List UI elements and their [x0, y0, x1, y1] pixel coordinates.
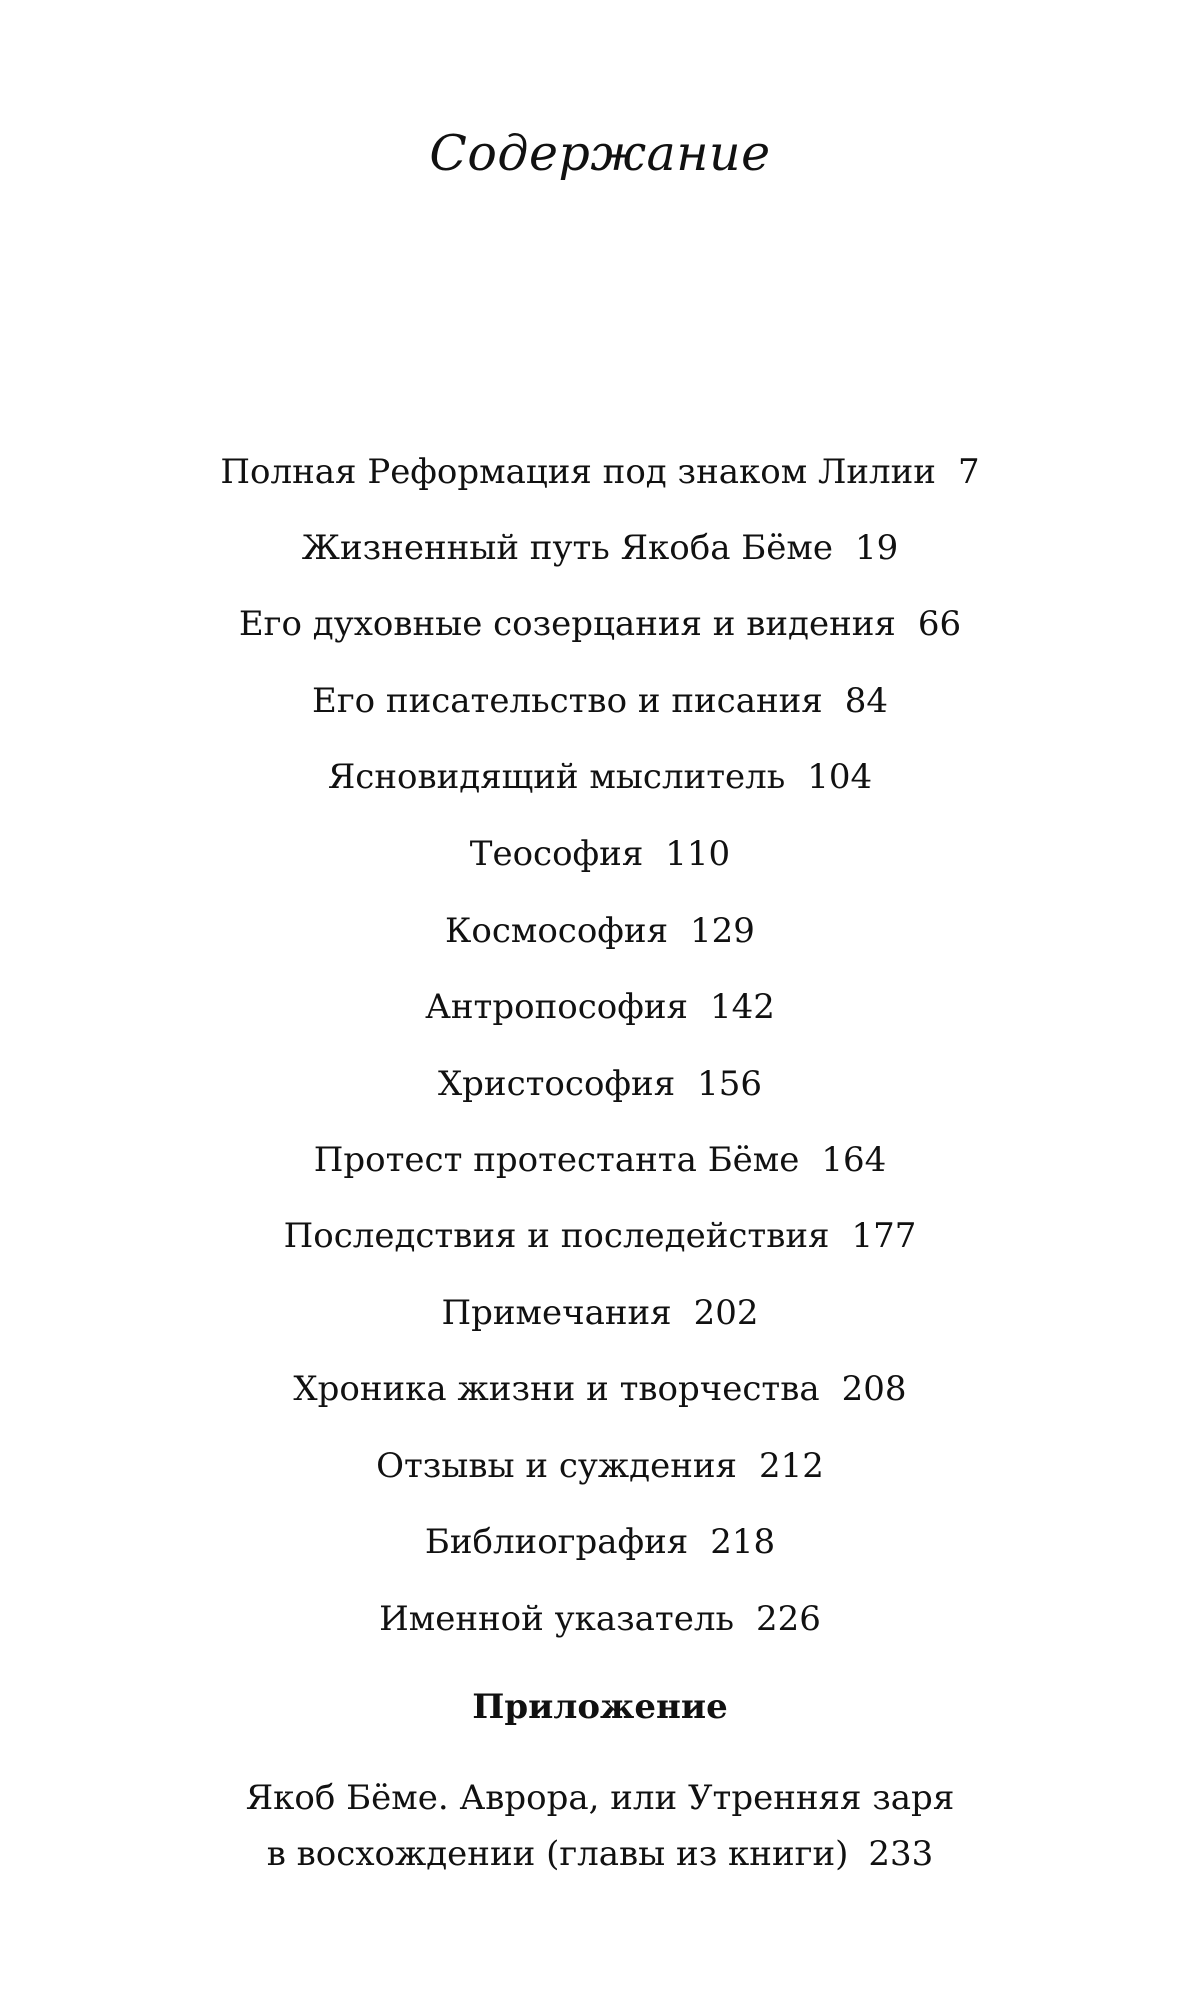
toc-entry-label: Жизненный путь Якоба Бёме — [301, 528, 833, 568]
toc-entry-page: 129 — [690, 911, 755, 951]
toc-entry-page: 226 — [755, 1599, 821, 1639]
toc-entry-label: Ясновидящий мыслитель — [327, 757, 786, 797]
toc-entry-page: 177 — [851, 1216, 917, 1256]
toc-entry — [0, 757, 1200, 797]
toc-entry — [0, 604, 1200, 644]
toc-entry-page: 19 — [854, 528, 899, 568]
toc-entry-label: Христософия — [437, 1064, 676, 1104]
toc-entry-label: Примечания — [441, 1293, 672, 1333]
toc-entry-page: 218 — [710, 1522, 776, 1562]
toc-entry — [0, 528, 1200, 568]
toc-entry-label: Последствия и последействия — [283, 1216, 830, 1256]
toc-entry-label: Полная Реформация под знаком Лилии — [220, 452, 936, 492]
toc-entry — [0, 1064, 1200, 1104]
toc-entry-label: Протест протестанта Бёме — [313, 1140, 800, 1180]
toc-entry-page: 164 — [821, 1140, 887, 1180]
toc-entry — [0, 1140, 1200, 1180]
toc-entry — [0, 452, 1200, 492]
toc-entry — [0, 1522, 1200, 1562]
toc-entry-label: Его духовные созерцания и видения — [238, 604, 896, 644]
appendix-heading: Приложение — [472, 1687, 728, 1727]
toc-entry — [0, 1293, 1200, 1333]
toc-entry-label: Космософия — [445, 911, 669, 951]
toc-entry-page: 208 — [841, 1369, 907, 1409]
toc-entry-page: 110 — [665, 834, 731, 874]
appendix-entry-line-2 — [0, 1826, 1200, 1882]
appendix-entry-line-1: Якоб Бёме. Аврора, или Утренняя заря — [245, 1778, 955, 1818]
toc-entry-page: 66 — [917, 604, 962, 644]
toc-entry-page: 156 — [697, 1064, 763, 1104]
toc-entry — [0, 1599, 1200, 1639]
toc-entry — [0, 1369, 1200, 1409]
toc-entry-page: 104 — [807, 757, 873, 797]
toc-entry-label: Антропософия — [425, 987, 688, 1027]
appendix-entry-label: в восхождении (главы из книги) — [266, 1834, 849, 1874]
toc-entry-label: Его писательство и писания — [312, 681, 823, 721]
appendix-entry — [0, 1770, 1200, 1882]
toc-entry-label: Отзывы и суждения — [376, 1446, 737, 1486]
toc-entry-label: Именной указатель — [379, 1599, 734, 1639]
toc-entry — [0, 834, 1200, 874]
toc-entry-label: Библиография — [424, 1522, 689, 1562]
toc-entry — [0, 987, 1200, 1027]
toc-entry — [0, 1446, 1200, 1486]
toc-entry-label: Теософия — [469, 834, 644, 874]
toc-entry-label: Хроника жизни и творчества — [293, 1369, 820, 1409]
toc-entry-page: 212 — [759, 1446, 824, 1486]
toc-entry-page: 84 — [844, 681, 888, 721]
toc-entry-page: 142 — [709, 987, 775, 1027]
toc-entry-page: 202 — [693, 1293, 759, 1333]
toc-entry-page: 7 — [957, 452, 980, 492]
toc-entry — [0, 681, 1200, 721]
toc-entry — [0, 911, 1200, 951]
toc-entry — [0, 1216, 1200, 1256]
page-title: Содержание — [429, 125, 771, 182]
appendix-entry-page: 233 — [868, 1834, 934, 1874]
